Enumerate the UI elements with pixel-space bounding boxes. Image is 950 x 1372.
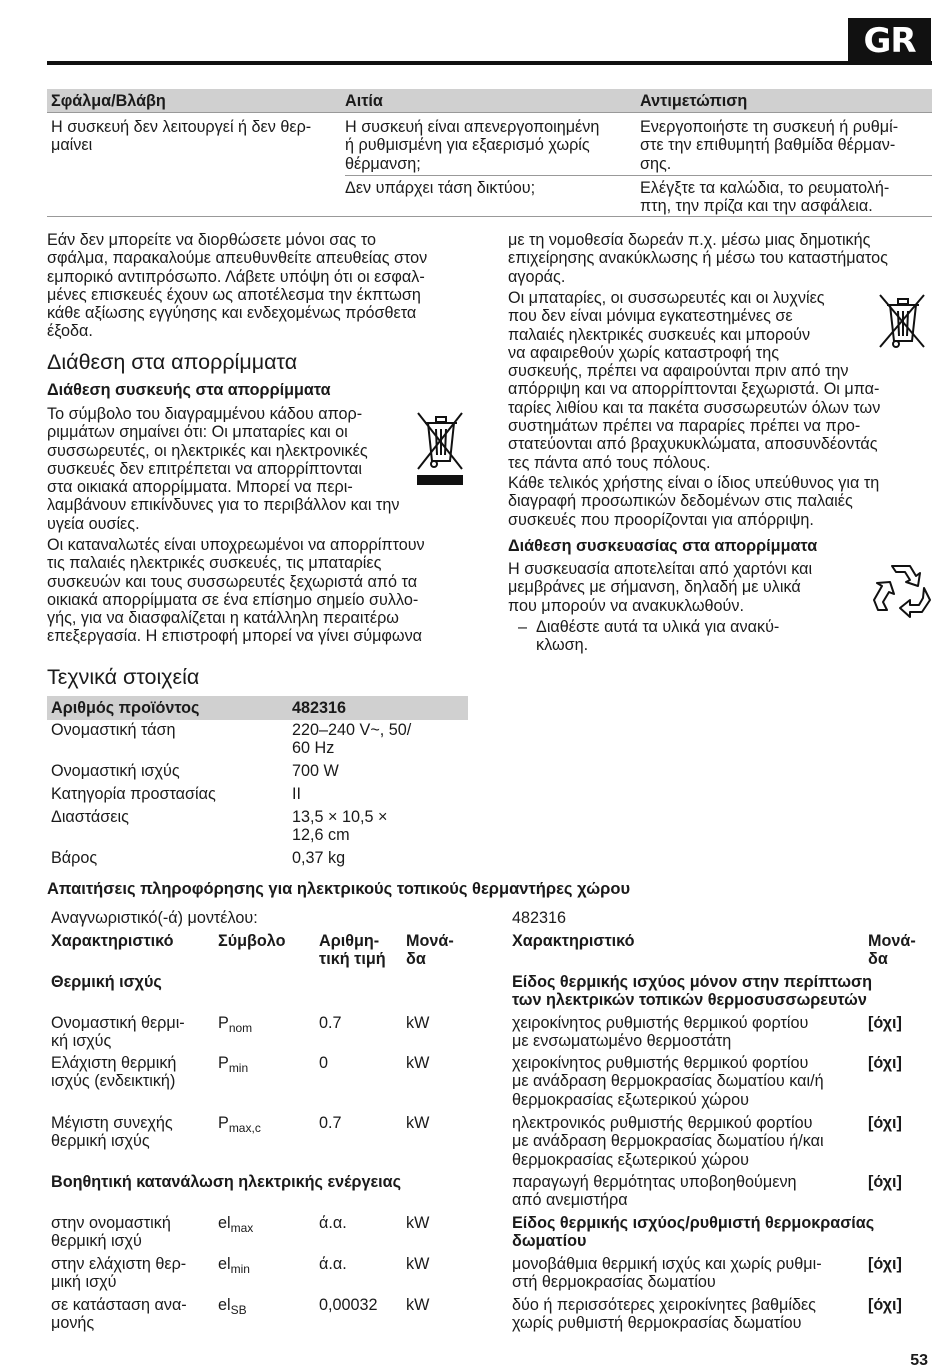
device-disposal-heading: Διάθεση συσκευής στα απορρίμματα <box>47 381 331 399</box>
fault-table-row <box>47 179 932 217</box>
table-divider <box>345 175 932 176</box>
storage-heater-heading: Είδος θερμικής ισχύος μόνον στην περίπτωση των ηλεκτρικών τοπικών θερμοσυσσωρευτών <box>512 973 872 1010</box>
cause-cell: Δεν υπάρχει τάση δικτύου; <box>345 179 536 197</box>
heat-output-heading: Θερμική ισχύς <box>51 973 162 991</box>
legislation-paragraph: με τη νομοθεσία δωρεάν π.χ. μέσω μιας δημοτικής επιχείρησης ανακύκλωσης ή μέσω του καταστήματος αγοράς. <box>508 231 888 286</box>
product-number-value: 482316 <box>292 699 347 717</box>
tech-table-header <box>47 696 468 720</box>
unit-header: Μονά- δα <box>406 932 454 969</box>
consumer-paragraph: Οι καταναλωτές είναι υποχρεωμένοι να απορρίπτουν τις παλαιές ηλεκτρικές συσκευές, τις μπαταρίες συσκευών και τους συσσωρευτές ξεχωριστά από τα οικιακά απορρίμματα σε ένα επίσημο σημείο συλλο- γής, για να διασφαλίζεται η κατάλληλη περαιτέρω επεξεργασία. Η επιστροφή μπορεί να γίνει σύμφωνα <box>47 536 425 646</box>
model-id-label: Αναγνωριστικό(-ά) μοντέλου: <box>51 909 258 927</box>
fault-header: Σφάλμα/Βλάβη <box>51 92 166 110</box>
language-badge: GR <box>848 18 931 64</box>
cause-cell: Η συσκευή είναι απενεργοποιημένη ή ρυθμισμένη για εξαερισμό χωρίς θέρμανση; <box>345 118 600 173</box>
remedy-header: Αντιμετώπιση <box>640 92 748 110</box>
info-requirements-heading: Απαιτήσεις πληροφόρησης για ηλεκτρικούς τοπικούς θερμαντήρες χώρου <box>47 880 631 898</box>
right-char-header: Χαρακτηριστικό <box>512 932 635 950</box>
intro-paragraph: Εάν δεν μπορείτε να διορθώσετε μόνοι σας το σφάλμα, παρακαλούμε απευθυνθείτε απευθείας στον εμπορικό αντιπρόσωπο. Λάβετε υπόψη ότι οι εσφαλ- μένες επισκευές έχουν ως αποτέλεσμα την έκπτωση κάθε αξίωσης εγγύησης και ενδεχομένως πρόσθετα έξοδα. <box>47 231 428 341</box>
remedy-cell: Ενεργοποιήστε τη συσκευή ή ρυθμί- στε την επιθυμητή βαθμίδα θέρμαν- σης. <box>640 118 899 173</box>
packaging-paragraph: Η συσκευασία αποτελείται από χαρτόνι και μεμβράνες με σήμανση, δηλαδή με υλικά που μπορούν να ανακυκλωθούν. <box>508 560 813 615</box>
char-header: Χαρακτηριστικό <box>51 932 174 950</box>
recycle-bullet: Διαθέστε αυτά τα υλικά για ανακύ- κλωση. <box>536 618 780 655</box>
fault-table-header <box>47 89 932 113</box>
room-control-heading: Είδος θερμικής ισχύος/ρυθμιστή θερμοκρασίας δωματίου <box>512 1214 875 1251</box>
header-rule <box>47 61 932 65</box>
value-header: Αριθμη- τική τιμή <box>319 932 386 969</box>
right-unit-header: Μονά- δα <box>868 932 916 969</box>
recycle-icon <box>870 560 932 620</box>
tech-data-heading: Τεχνικά στοιχεία <box>47 665 200 689</box>
page-number: 53 <box>910 1352 928 1369</box>
fault-cell: Η συσκευή δεν λειτουργεί ή δεν θερ- μαίνει <box>51 118 312 155</box>
cause-header: Αιτία <box>345 92 383 110</box>
packaging-disposal-heading: Διάθεση συσκευασίας στα απορρίμματα <box>508 537 818 555</box>
data-deletion-paragraph: Κάθε τελικός χρήστης είναι ο ίδιος υπεύθυνος για τη διαγραφή προσωπικών δεδομένων στις παλαιές συσκευές που προορίζονται για απόρριψη. <box>508 474 880 529</box>
symbol-header: Σύμβολο <box>218 932 286 950</box>
product-number-label: Αριθμός προϊόντος <box>51 699 200 717</box>
disposal-paragraph: Το σύμβολο του διαγραμμένου κάδου απορ- ριμμάτων σημαίνει ότι: Οι μπαταρίες και οι συσσωρευτές, οι ηλεκτρικές και ηλεκτρονικές συσκευές δεν επιτρέπεται να απορρίπτονται στα οικιακά απορρίμματα. Μπορεί να περι- λαμβάνουν επικίνδυνες για το περιβάλλον και την υγεία ουσίες. <box>47 405 400 533</box>
battery-paragraph: Οι μπαταρίες, οι συσσωρευτές και οι λυχνίες που δεν είναι μόνιμα εγκατεστημένες σε παλαιές ηλεκτρικές συσκευές και μπορούν να αφαιρεθούν χωρίς καταστροφή της συσκευής, πρέπει να αφαιρούνται πριν από την απόρριψη και να απορρίπτονται ξεχωριστά. Οι μπα- ταρίες λιθίου και τα πακέτα συσσωρευτών όλων των συστημάτων πρέπει να παραρίες πρέπει να προ- στατεύονται από βραχυκυκλώματα, αποσυνδέοντάς τες πάντα από τους πόλους. <box>508 289 881 472</box>
disposal-heading: Διάθεση στα απορρίμματα <box>47 350 298 374</box>
bullet-dash: – <box>518 618 528 636</box>
aux-consumption-heading: Βοηθητική κατανάλωση ηλεκτρικής ενέργειας <box>51 1173 402 1191</box>
tech-row: Ονομαστική τάση 220–240 V~, 50/ 60 Hz <box>51 721 412 758</box>
crossed-bin-icon <box>414 405 466 487</box>
crossed-bin-icon <box>876 291 928 349</box>
model-id-value: 482316 <box>512 909 567 927</box>
remedy-cell: Ελέγξτε τα καλώδια, το ρευματολή- πτη, την πρίζα και την ασφάλεια. <box>640 179 890 216</box>
fault-table-row <box>47 118 932 176</box>
